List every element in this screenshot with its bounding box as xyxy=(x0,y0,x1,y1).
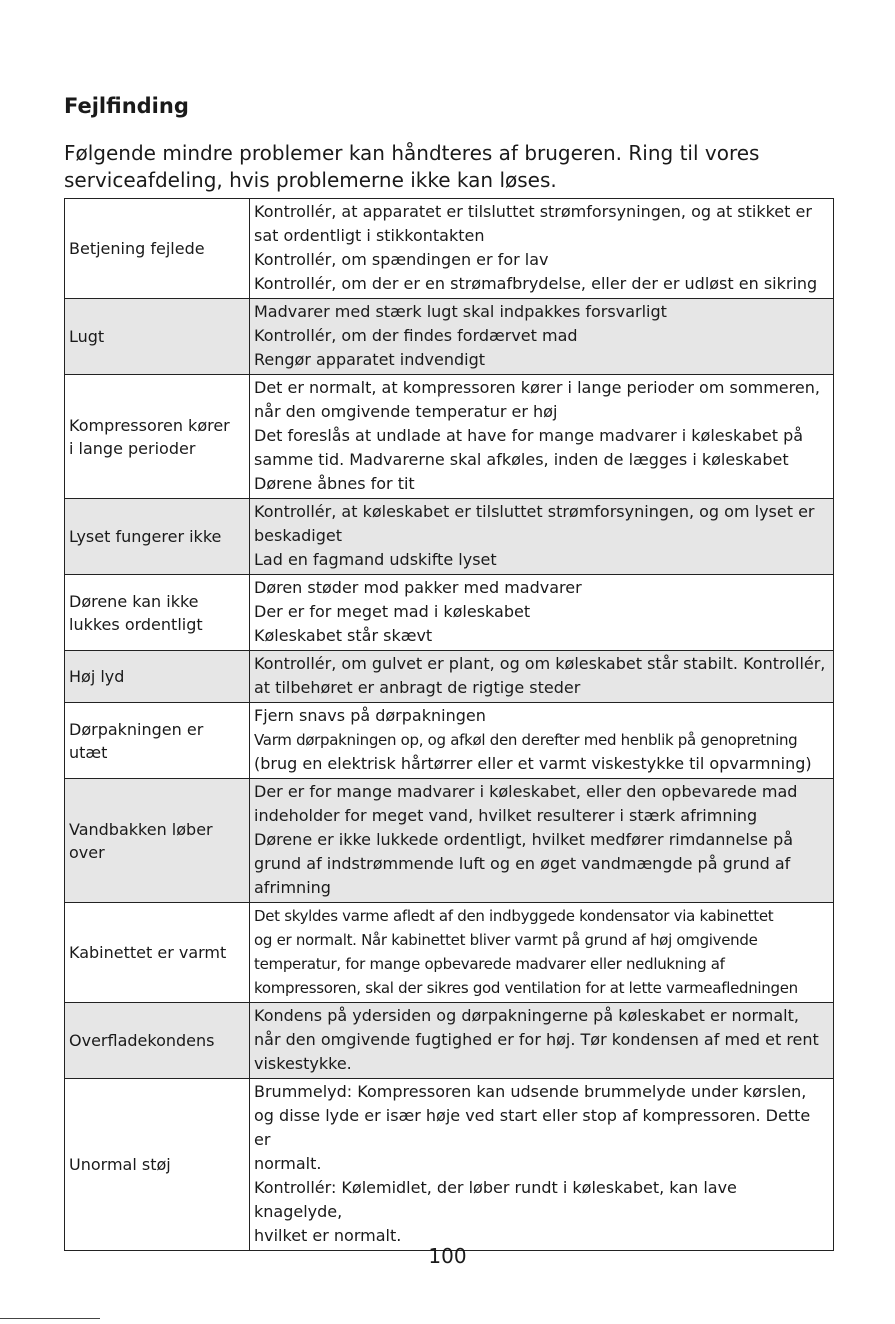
problem-label: Lyset fungerer ikke xyxy=(69,527,222,546)
solution-line: at tilbehøret er anbragt de rigtige steder xyxy=(254,678,581,697)
solution-cell xyxy=(250,651,834,703)
problem-label: Betjening fejlede xyxy=(69,239,205,258)
solution-cell xyxy=(250,1079,834,1251)
solution-line: og er normalt. Når kabinettet bliver varmt på grund af høj omgivende xyxy=(254,931,758,949)
solution-line: Kontrollér, om gulvet er plant, og om køleskabet står stabilt. Kontrollér, xyxy=(254,654,826,673)
table-row xyxy=(65,1079,834,1251)
solution-cell xyxy=(250,499,834,575)
solution-line: kompressoren, skal der sikres god ventilation for at lette varmeafledningen xyxy=(254,979,798,997)
solution-line: og disse lyde er især høje ved start eller stop af kompressoren. Dette er xyxy=(254,1106,811,1149)
solution-line: beskadiget xyxy=(254,526,342,545)
problem-cell xyxy=(65,375,250,499)
problem-cell xyxy=(65,903,250,1003)
solution-line: Det foreslås at undlade at have for mange madvarer i køleskabet på xyxy=(254,426,804,445)
solution-line: Varm dørpakningen op, og afkøl den derefter med henblik på genopretning xyxy=(254,731,798,749)
solution-line: Det skyldes varme afledt af den indbyggede kondensator via kabinettet xyxy=(254,907,774,925)
solution-line: Kontrollér, at apparatet er tilsluttet strømforsyningen, og at stikket er xyxy=(254,202,812,221)
solution-line: Der er for mange madvarer i køleskabet, eller den opbevarede mad xyxy=(254,782,798,801)
solution-cell xyxy=(250,375,834,499)
solution-cell xyxy=(250,903,834,1003)
solution-line: Døren støder mod pakker med madvarer xyxy=(254,578,582,597)
solution-line: Kondens på ydersiden og dørpakningerne på køleskabet er normalt, xyxy=(254,1006,799,1025)
solution-line: Kontrollér, om der findes fordærvet mad xyxy=(254,326,578,345)
table-row xyxy=(65,779,834,903)
problem-label: Høj lyd xyxy=(69,667,125,686)
solution-line: Madvarer med stærk lugt skal indpakkes forsvarligt xyxy=(254,302,667,321)
problem-cell xyxy=(65,651,250,703)
problem-label: Dørpakningen er utæt xyxy=(69,719,204,762)
problem-cell xyxy=(65,199,250,299)
solution-line: når den omgivende temperatur er høj xyxy=(254,402,558,421)
solution-line: Køleskabet står skævt xyxy=(254,626,433,645)
solution-line: Kontrollér, om der er en strømafbrydelse, eller der er udløst en sikring xyxy=(254,274,818,293)
table-row xyxy=(65,703,834,779)
problem-cell xyxy=(65,299,250,375)
solution-cell xyxy=(250,703,834,779)
solution-line: sat ordentligt i stikkontakten xyxy=(254,226,485,245)
solution-line: hvilket er normalt. xyxy=(254,1226,402,1245)
problem-label: Overfladekondens xyxy=(69,1031,215,1050)
solution-line: Kontrollér: Kølemidlet, der løber rundt i køleskabet, kan lave knagelyde, xyxy=(254,1178,737,1221)
solution-cell xyxy=(250,575,834,651)
problem-cell xyxy=(65,1079,250,1251)
solution-line: (brug en elektrisk hårtørrer eller et varmt viskestykke til opvarmning) xyxy=(254,754,812,773)
table-row xyxy=(65,575,834,651)
table-row xyxy=(65,199,834,299)
page-title: Fejlfinding xyxy=(64,94,189,118)
page-number: 100 xyxy=(428,1244,467,1268)
solution-line: når den omgivende fugtighed er for høj. Tør kondensen af med et rent xyxy=(254,1030,819,1049)
solution-line: Fjern snavs på dørpakningen xyxy=(254,706,486,725)
solution-cell xyxy=(250,299,834,375)
solution-line: Kontrollér, at køleskabet er tilsluttet strømforsyningen, og om lyset er xyxy=(254,502,815,521)
solution-line: Rengør apparatet indvendigt xyxy=(254,350,485,369)
problem-cell xyxy=(65,703,250,779)
problem-label: Lugt xyxy=(69,327,105,346)
solution-cell xyxy=(250,1003,834,1079)
footer-rule xyxy=(0,1318,100,1319)
solution-line: Brummelyd: Kompressoren kan udsende brummelyde under kørslen, xyxy=(254,1082,807,1101)
solution-line: normalt. xyxy=(254,1154,322,1173)
solution-line: Dørene er ikke lukkede ordentligt, hvilket medfører rimdannelse på xyxy=(254,830,794,849)
table-row xyxy=(65,299,834,375)
solution-line: Lad en fagmand udskifte lyset xyxy=(254,550,497,569)
problem-cell xyxy=(65,779,250,903)
solution-line: temperatur, for mange opbevarede madvarer eller nedlukning af xyxy=(254,955,725,973)
solution-line: viskestykke. xyxy=(254,1054,352,1073)
problem-label: Kabinettet er varmt xyxy=(69,943,227,962)
solution-line: samme tid. Madvarerne skal afkøles, inden de lægges i køleskabet xyxy=(254,450,789,469)
problem-label: Vandbakken løber over xyxy=(69,819,213,862)
solution-cell xyxy=(250,779,834,903)
problem-cell xyxy=(65,575,250,651)
table-row xyxy=(65,375,834,499)
solution-line: afrimning xyxy=(254,878,331,897)
problem-cell xyxy=(65,1003,250,1079)
table-row xyxy=(65,499,834,575)
solution-line: Kontrollér, om spændingen er for lav xyxy=(254,250,549,269)
table-row xyxy=(65,651,834,703)
table-row xyxy=(65,903,834,1003)
solution-line: grund af indstrømmende luft og en øget vandmængde på grund af xyxy=(254,854,791,873)
solution-line: Det er normalt, at kompressoren kører i lange perioder om sommeren, xyxy=(254,378,820,397)
solution-line: Dørene åbnes for tit xyxy=(254,474,415,493)
problem-cell xyxy=(65,499,250,575)
solution-line: indeholder for meget vand, hvilket resulterer i stærk afrimning xyxy=(254,806,758,825)
troubleshooting-table xyxy=(64,198,834,1251)
solution-line: Der er for meget mad i køleskabet xyxy=(254,602,531,621)
problem-label: Unormal støj xyxy=(69,1155,171,1174)
solution-cell xyxy=(250,199,834,299)
intro-text: Følgende mindre problemer kan håndteres af brugeren. Ring til vores serviceafdeling, hvis problemerne ikke kan løses. xyxy=(64,141,760,192)
table-row xyxy=(65,1003,834,1079)
problem-label: Kompressoren kører i lange perioder xyxy=(69,415,230,458)
troubleshooting-table-body xyxy=(65,199,834,1251)
problem-label: Dørene kan ikke lukkes ordentligt xyxy=(69,591,203,634)
